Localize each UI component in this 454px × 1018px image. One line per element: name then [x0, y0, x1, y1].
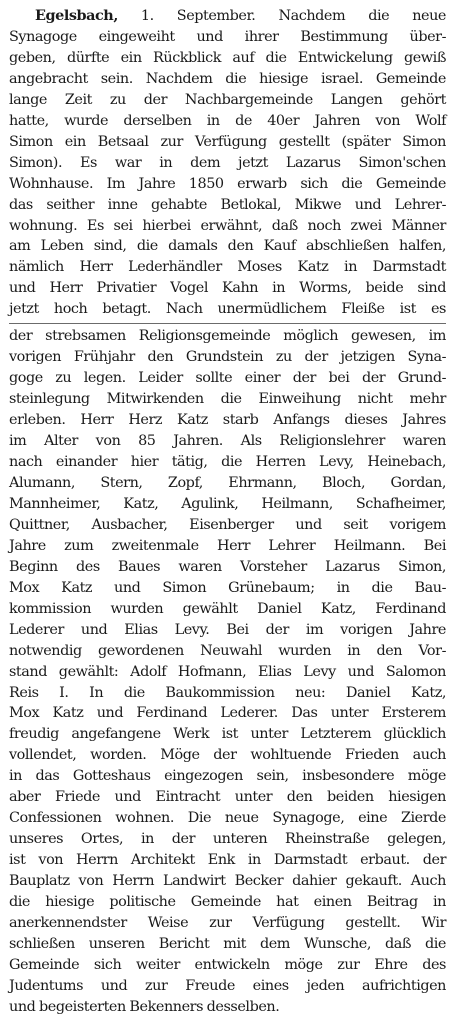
article-line: Mannheimer, Katz, Agulink, Heilmann, Schafheimer, [9, 495, 446, 512]
article-line: nach einander hier tätig, die Herren Levy, Heinebach, [9, 454, 446, 471]
article-line: Bauplatz von Herrn Landwirt Becker dahier gekauft. Auch [9, 873, 446, 890]
article-line: hatte, wurde derselben in de 40er Jahren von Wolf [9, 112, 446, 129]
article-line: vorigen Frühjahr den Grundstein zu der jetzigen Syna- [9, 349, 446, 366]
article-line: Simon). Es war in dem jetzt Lazarus Simon'schen [9, 154, 446, 171]
article-line: Synagoge eingeweiht und ihrer Bestimmung über- [9, 28, 446, 45]
article-line: die hiesige politische Gemeinde hat einen Beitrag in [9, 894, 446, 911]
column-divider [9, 323, 446, 324]
article-line: am Leben sind, die damals den Kauf abschließen halfen, [9, 238, 446, 255]
dateline-place: Egelsbach, [35, 7, 118, 24]
article-line: Jahre zum zweitenmale Herr Lehrer Heilmann. Bei [9, 537, 446, 554]
article-line: notwendig gewordenen Neuwahl wurden in den Vor- [9, 642, 446, 659]
article-line: aber Friede und Eintracht unter den beiden hiesigen [9, 789, 446, 806]
article-line: steinlegung Mitwirkenden die Einweihung nicht mehr [9, 391, 446, 408]
article-line: im Alter von 85 Jahren. Als Religionslehrer waren [9, 433, 446, 450]
article-line: Confessionen wohnen. Die neue Synagoge, eine Zierde [9, 810, 446, 827]
article-line: goge zu legen. Leider sollte einer der bei der Grund- [9, 370, 446, 387]
article-line: Alumann, Stern, Zopf, Ehrmann, Bloch, Gordan, [9, 474, 446, 491]
article-line: in das Gotteshaus eingezogen sein, insbesondere möge [9, 768, 446, 785]
article-line: das seither inne gehabte Betlokal, Mikwe und Lehrer- [9, 196, 446, 213]
article-line: freudig angefangene Werk ist unter Letzterem glücklich [9, 726, 446, 743]
article-line: erleben. Herr Herz Katz starb Anfangs dieses Jahres [9, 412, 446, 429]
article-line: Mox Katz und Ferdinand Lederer. Das unter Ersterem [9, 705, 446, 722]
article-line: jetzt hoch betagt. Nach unermüdlichem Fleiße ist es [9, 301, 446, 318]
article-line: unseres Ortes, in der unteren Rheinstraße gelegen, [9, 831, 446, 848]
article-line: Simon ein Betsaal zur Verfügung gestellt (später Simon [9, 133, 446, 150]
article-line: lange Zeit zu der Nachbargemeinde Langen gehört [9, 91, 446, 108]
article-line: schließen unseren Bericht mit dem Wunsche, daß die [9, 935, 446, 952]
article-line: kommission wurden gewählt Daniel Katz, Ferdinand [9, 600, 446, 617]
article-line: Beginn des Baues waren Vorsteher Lazarus Simon, [9, 558, 446, 575]
article-line: geben, dürfte ein Rückblick auf die Entwickelung gewiß [9, 49, 446, 66]
article-line: Nachdem die neue [278, 8, 446, 24]
article-line: Lederer und Elias Levy. Bei der im vorigen Jahre [9, 621, 446, 638]
article-line: nämlich Herr Lederhändler Moses Katz in Darmstadt [9, 259, 446, 276]
article-line: Judentums und zur Freude eines jeden aufrichtigen [9, 977, 446, 994]
dateline-date: 1. September. [140, 8, 256, 24]
article-line: Reis I. In die Baukommission neu: Daniel Katz, [9, 684, 446, 701]
article-line: der strebsamen Religionsgemeinde möglich gewesen, im [9, 328, 446, 345]
article-line: ist von Herrn Architekt Enk in Darmstadt erbaut. der [9, 852, 446, 869]
article-line: angebracht sein. Nachdem die hiesige israel. Gemeinde [9, 70, 446, 87]
article-line: anerkennendster Weise zur Verfügung gestellt. Wir [9, 914, 446, 931]
article-line: und Herr Privatier Vogel Kahn in Worms, beide sind [9, 280, 446, 297]
article-line-final: und begeisterten Bekenners desselben. [9, 998, 280, 1015]
article-line: Gemeinde sich weiter entwickeln möge zur Ehre des [9, 956, 446, 973]
article-first-line [9, 6, 446, 27]
article-line: stand gewählt: Adolf Hofmann, Elias Levy und Salomon [9, 663, 446, 680]
article-line: Quittner, Ausbacher, Eisenberger und seit vorigem [9, 516, 446, 533]
article-line: Wohnhause. Im Jahre 1850 erwarb sich die Gemeinde [9, 175, 446, 192]
article-line: wohnung. Es sei hierbei erwähnt, daß noch zwei Männer [9, 217, 446, 234]
article-line: Mox Katz und Simon Grünebaum; in die Bau- [9, 579, 446, 596]
article-line: vollendet, worden. Möge der wohltuende Frieden auch [9, 747, 446, 764]
